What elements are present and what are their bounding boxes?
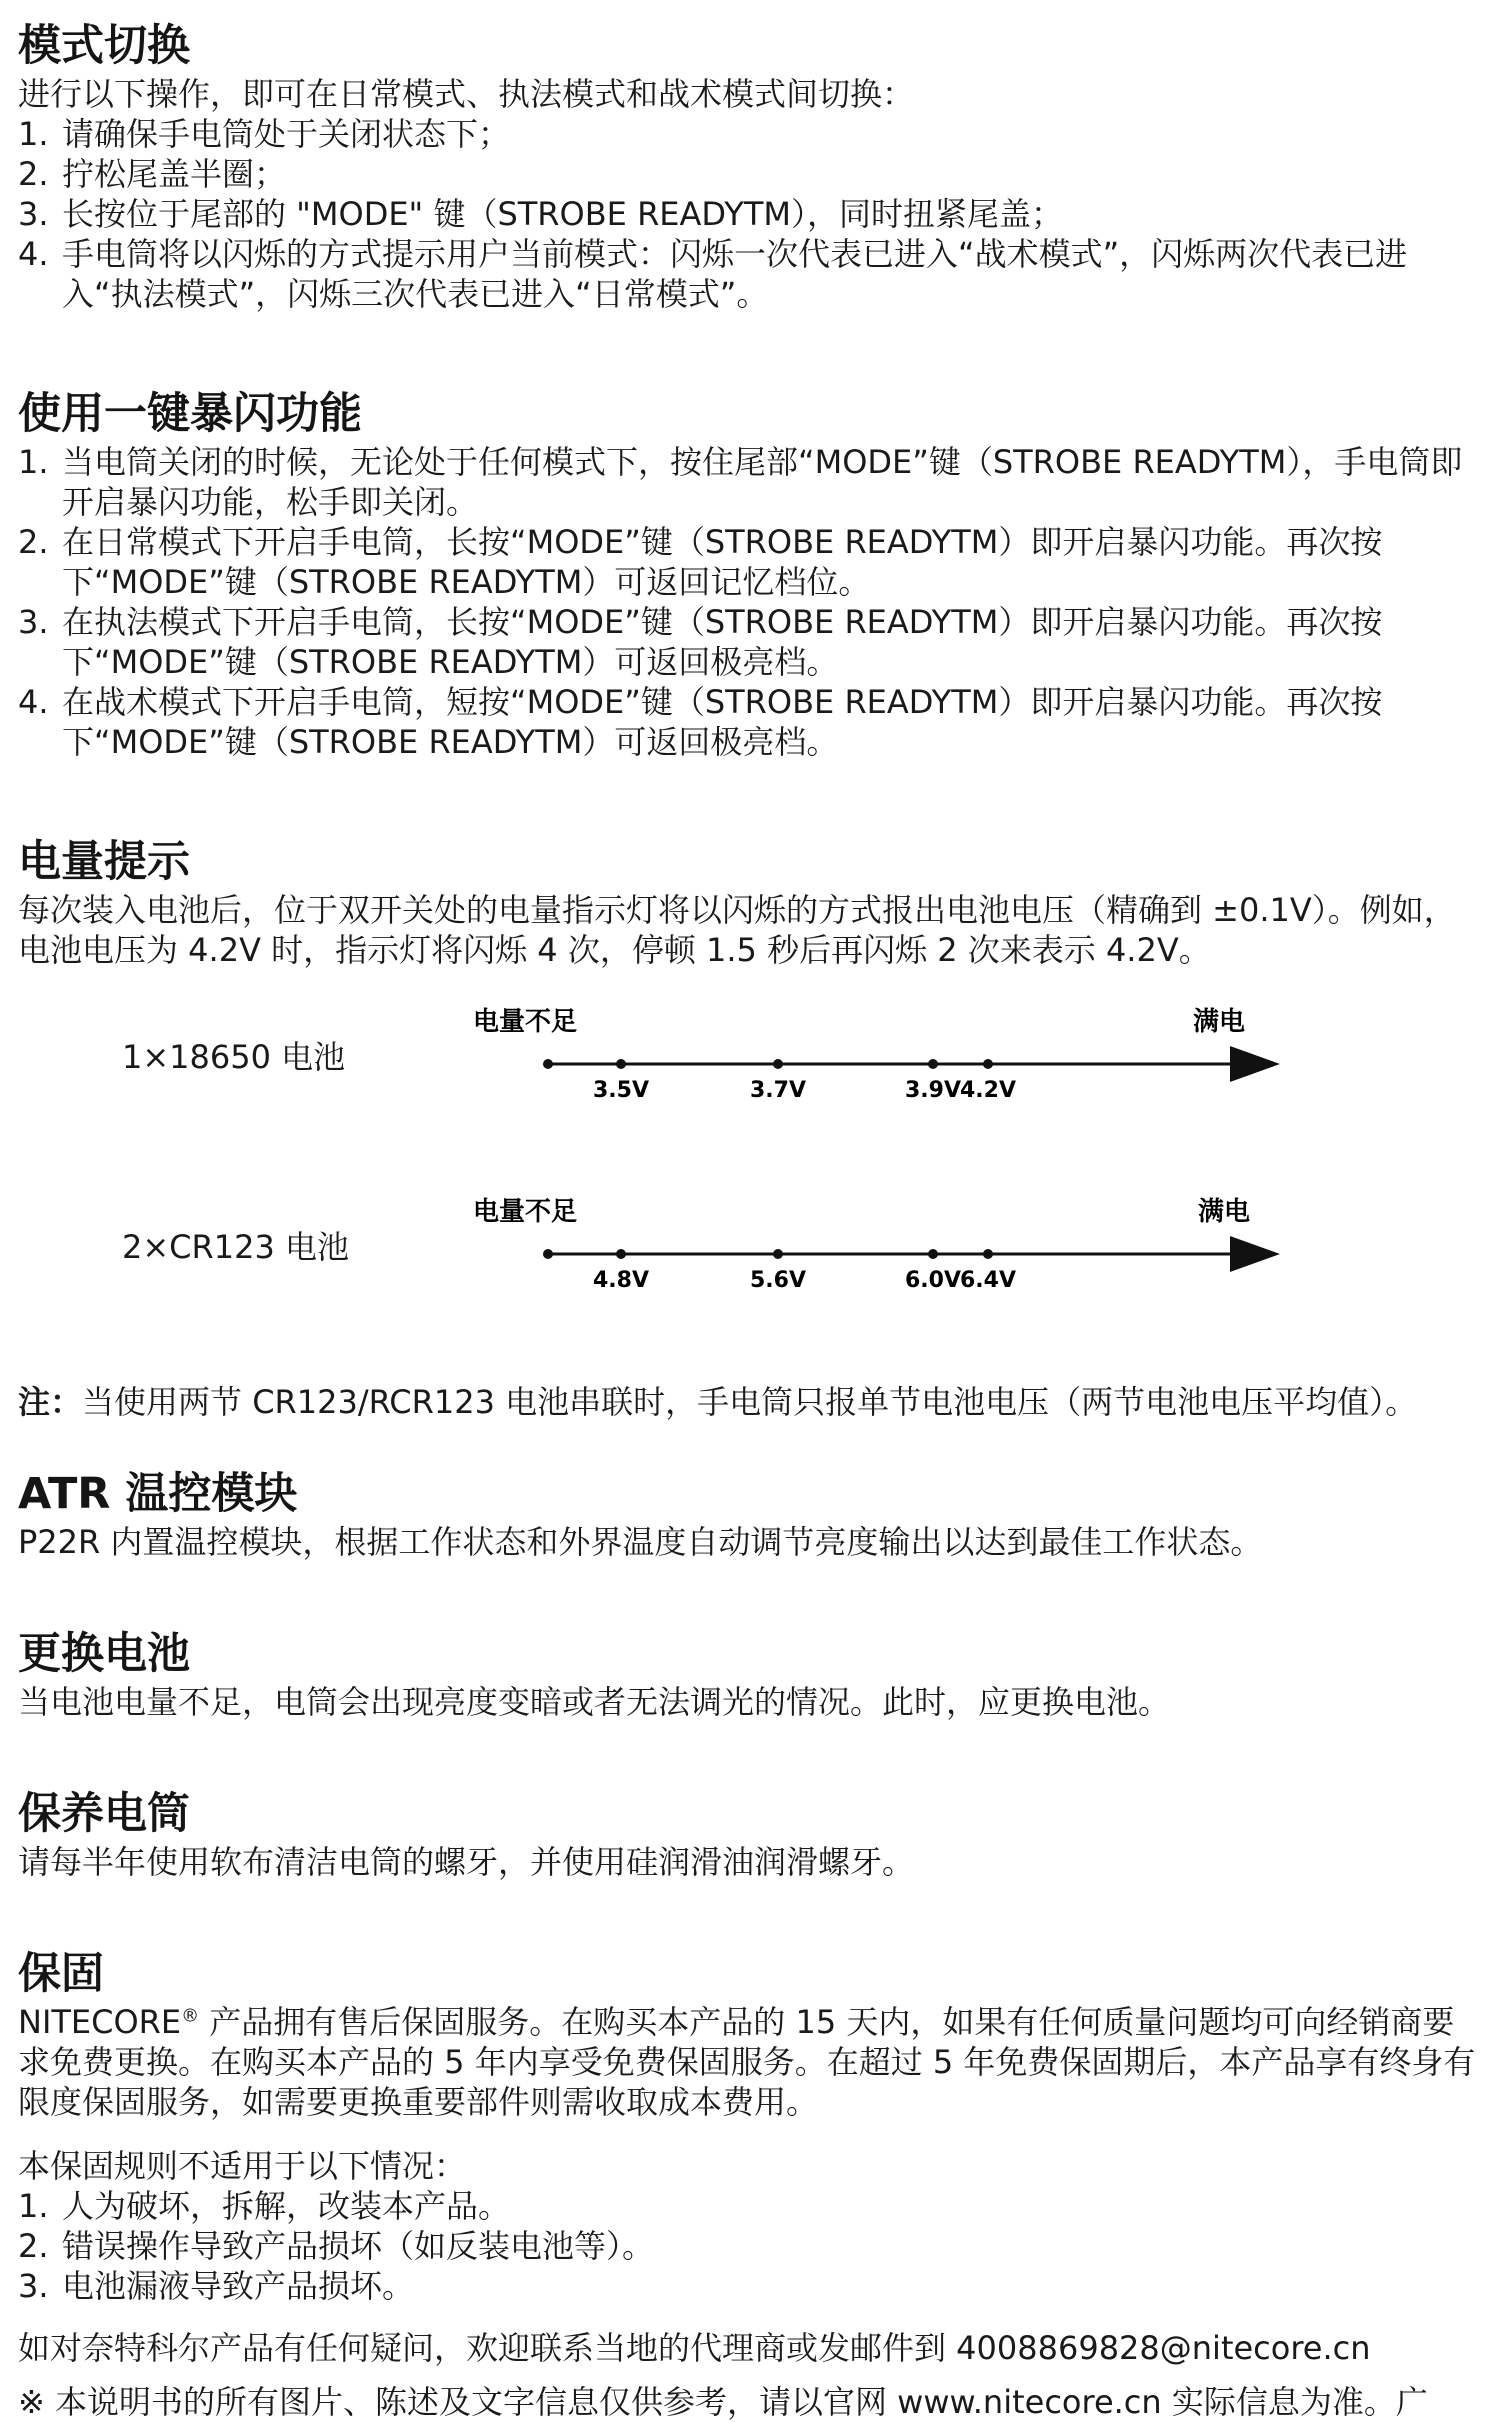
arrow-head [1230, 1236, 1280, 1272]
replace-title: 更换电池 [18, 1629, 190, 1679]
mode-section [18, 18, 1482, 314]
strobe-steps [18, 442, 1482, 762]
arrow-head [1230, 1046, 1280, 1082]
low-label: 电量不足 [473, 1007, 578, 1037]
brand-name: NITECORE [18, 2003, 182, 2041]
power-desc: 每次装入电池后，位于双开关处的电量指示灯将以闪烁的方式报出电池电压（精确到 ±0.1V）。例如，电池电压为 4.2V 时，指示灯将闪烁 4 次，停顿 1.5 秒后再闪烁 2 次来表示 4.2V。 [18, 891, 1456, 969]
note-text: 当使用两节 CR123/RCR123 电池串联时，手电筒只报单节电池电压（两节电池电压平均值）。 [82, 1383, 1418, 1421]
strobe-section [18, 386, 1482, 762]
battery-label: 2×CR123 电池 [122, 1228, 350, 1266]
disclaimer-line: ※ 本说明书的所有图片、陈述及文字信息仅供参考，请以官网 www.nitecore.cn 实际信息为准。广 [18, 2383, 1428, 2421]
list-item: 1. 当电筒关闭的时候，无论处于任何模式下，按住尾部“MODE”键（STROBE READYTM），手电筒即开启暴闪功能，松手即关闭。 [18, 443, 1463, 521]
scale-start-dot [543, 1059, 553, 1069]
tick-label: 6.0V [905, 1268, 961, 1293]
full-label: 满电 [1198, 1197, 1251, 1227]
tick-dot [773, 1249, 783, 1259]
scale-start-dot [543, 1249, 553, 1259]
atr-text: P22R 内置温控模块，根据工作状态和外界温度自动调节亮度输出以达到最佳工作状态。 [18, 1523, 1263, 1561]
power-title: 电量提示 [18, 837, 190, 887]
replace-text: 当电池电量不足，电筒会出现亮度变暗或者无法调光的情况。此时，应更换电池。 [18, 1683, 1171, 1721]
tick-dot [928, 1249, 938, 1259]
list-item: 2. 错误操作导致产品损坏（如反装电池等）。 [18, 2227, 655, 2265]
tick-label: 3.5V [593, 1078, 649, 1103]
contact-line: 如对奈特科尔产品有任何疑问，欢迎联系当地的代理商或发邮件到 4008869828@nitecore.cn [18, 2329, 1371, 2367]
list-item: 3. 电池漏液导致产品损坏。 [18, 2267, 415, 2305]
mode-title: 模式切换 [18, 21, 190, 71]
warranty-section [18, 1946, 1482, 2422]
battery-diagram-18650 [18, 1002, 1482, 1192]
tick-dot [773, 1059, 783, 1069]
mode-steps [18, 114, 1482, 314]
list-item: 2. 在日常模式下开启手电筒，长按“MODE”键（STROBE READYTM）即开启暴闪功能。再次按下“MODE”键（STROBE READYTM）可返回记忆档位。 [18, 523, 1383, 601]
list-item: 2. 拧松尾盖半圈； [18, 155, 287, 193]
exclusions-intro: 本保固规则不适用于以下情况： [18, 2147, 467, 2185]
strobe-title: 使用一键暴闪功能 [18, 389, 362, 439]
battery-diagram-cr123 [18, 1192, 1482, 1382]
exclusions-list [18, 2186, 1482, 2306]
tick-label: 4.8V [593, 1268, 649, 1293]
atr-title: ATR 温控模块 [18, 1469, 298, 1519]
registered-mark: ® [181, 2005, 200, 2027]
tick-dot [983, 1059, 993, 1069]
list-item: 4. 在战术模式下开启手电筒，短按“MODE”键（STROBE READYTM）即开启暴闪功能。再次按下“MODE”键（STROBE READYTM）可返回极亮档。 [18, 683, 1383, 761]
list-item: 1. 人为破坏，拆解，改装本产品。 [18, 2187, 511, 2225]
full-label: 满电 [1193, 1007, 1246, 1037]
tick-label: 6.4V [960, 1268, 1016, 1293]
care-text: 请每半年使用软布清洁电筒的螺牙，并使用硅润滑油润滑螺牙。 [18, 1843, 915, 1881]
atr-section [18, 1466, 1482, 1562]
low-label: 电量不足 [473, 1197, 578, 1227]
care-section [18, 1786, 1482, 1882]
power-section [18, 834, 1482, 1422]
voltage-scale [448, 1002, 1308, 1112]
power-note [18, 1382, 1482, 1422]
tick-label: 4.2V [960, 1078, 1016, 1103]
list-item: 3. 长按位于尾部的 "MODE" 键（STROBE READYTM），同时扭紧尾盖； [18, 195, 1064, 233]
list-item: 3. 在执法模式下开启手电筒，长按“MODE”键（STROBE READYTM）即开启暴闪功能。再次按下“MODE”键（STROBE READYTM）可返回极亮档。 [18, 603, 1383, 681]
battery-label: 1×18650 电池 [122, 1038, 346, 1076]
tick-label: 5.6V [750, 1268, 806, 1293]
list-item: 4. 手电筒将以闪烁的方式提示用户当前模式：闪烁一次代表已进入“战术模式”，闪烁两次代表已进入“执法模式”，闪烁三次代表已进入“日常模式”。 [18, 235, 1408, 313]
tick-label: 3.7V [750, 1078, 806, 1103]
list-item: 1. 请确保手电筒处于关闭状态下； [18, 115, 511, 153]
note-label: 注： [18, 1383, 83, 1421]
mode-intro: 进行以下操作，即可在日常模式、执法模式和战术模式间切换： [18, 75, 915, 113]
tick-dot [983, 1249, 993, 1259]
tick-dot [928, 1059, 938, 1069]
tick-label: 3.9V [905, 1078, 961, 1103]
warranty-text: NITECORE® 产品拥有售后保固服务。在购买本产品的 15 天内，如果有任何质量问题均可向经销商要求免费更换。在购买本产品的 5 年内享受免费保固服务。在超过 5 年免费保固期后，本产品享有终身有限度保固服务，如需要更换重要部件则需收取成本费用。 [18, 2003, 1476, 2121]
tick-dot [616, 1059, 626, 1069]
replace-section [18, 1626, 1482, 1722]
warranty-title: 保固 [18, 1949, 104, 1999]
voltage-scale [448, 1192, 1308, 1302]
care-title: 保养电筒 [18, 1789, 190, 1839]
tick-dot [616, 1249, 626, 1259]
